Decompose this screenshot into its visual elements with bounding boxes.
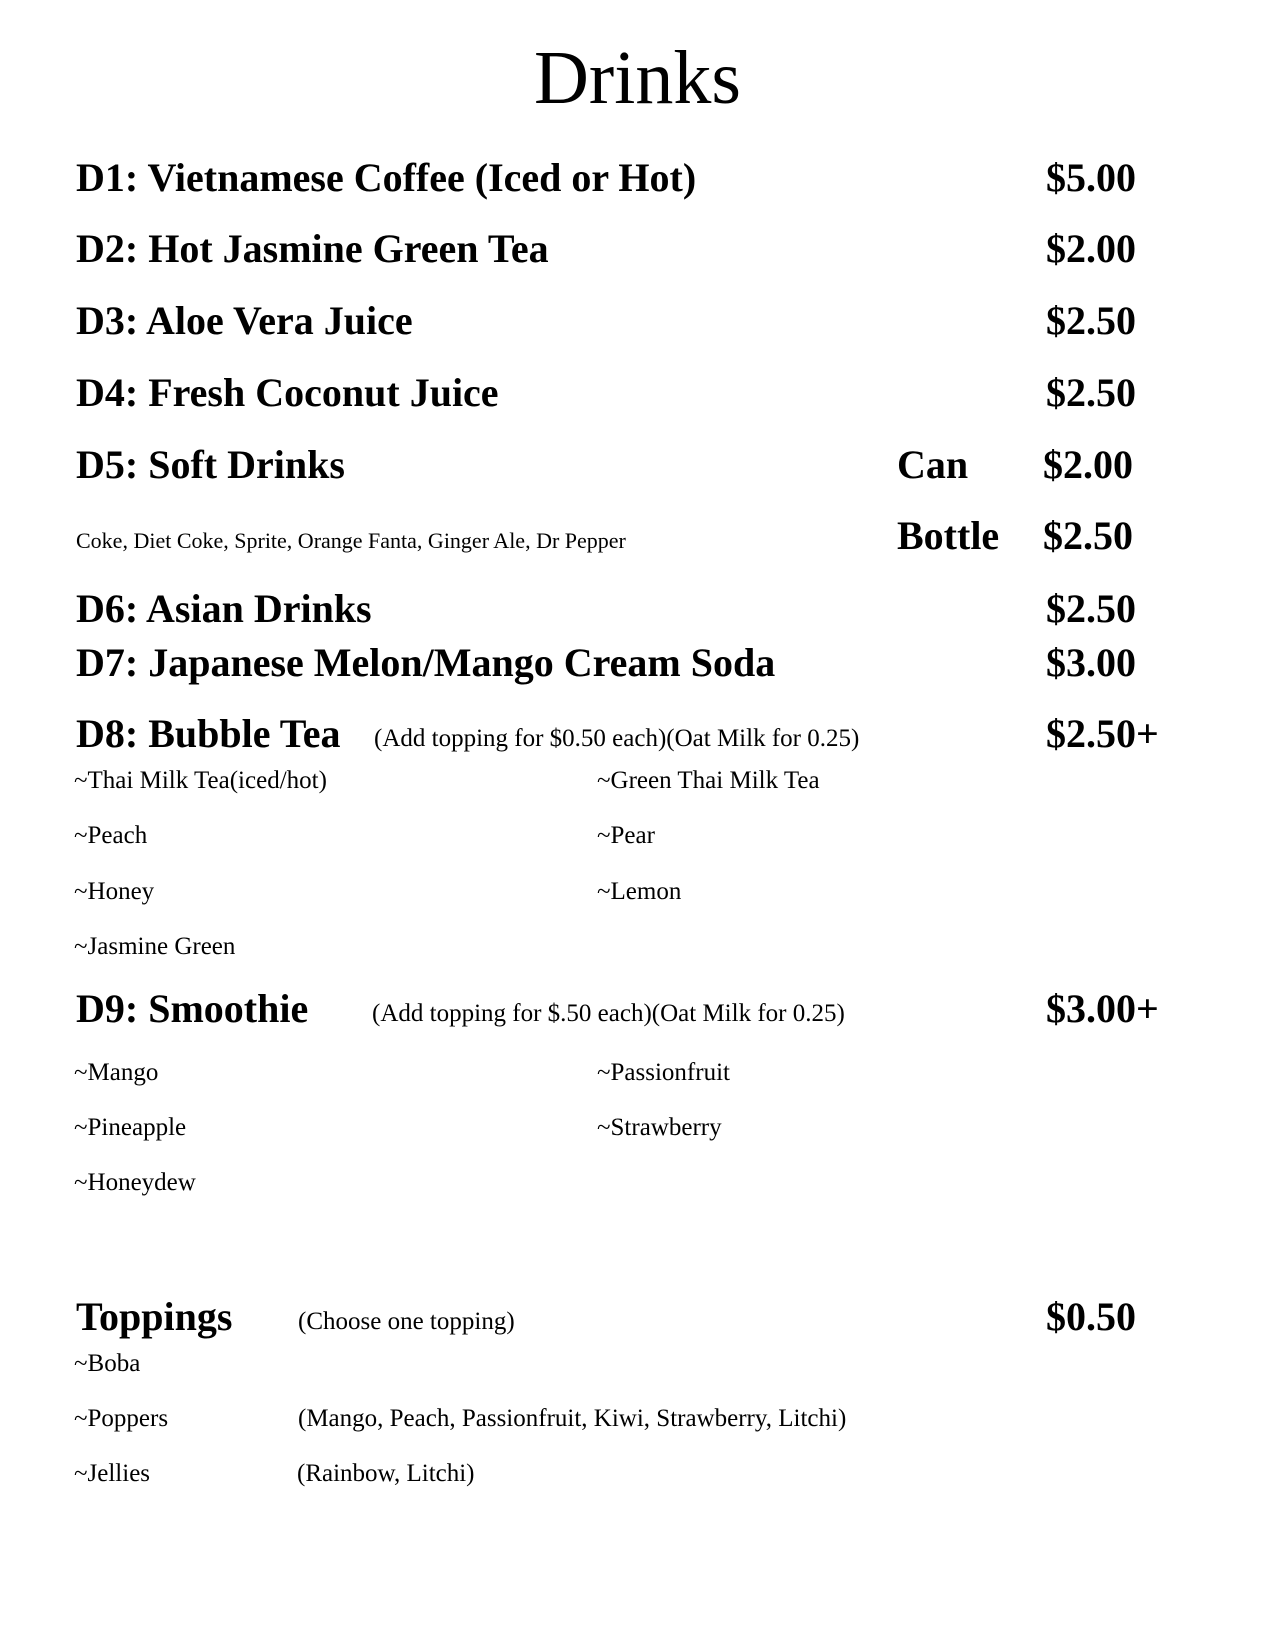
smoothie-flavor: ~Pineapple (74, 1114, 187, 1141)
item-price-d7: $3.00 (1046, 640, 1136, 685)
item-name-d4: D4: Fresh Coconut Juice (76, 370, 499, 415)
item-price-d6: $2.50 (1046, 586, 1136, 631)
smoothie-note: (Add topping for $.50 each)(Oat Milk for 0.25) (372, 1000, 845, 1027)
bubble-tea-flavor: ~Lemon (597, 878, 682, 905)
bubble-tea-flavor: ~Peach (74, 822, 148, 849)
item-name-d7: D7: Japanese Melon/Mango Cream Soda (76, 640, 776, 685)
smoothie-flavor: ~Mango (74, 1059, 159, 1086)
bubble-tea-flavor: ~Honey (74, 878, 155, 905)
size-price-bottle: $2.50 (1043, 513, 1133, 558)
item-name-d3: D3: Aloe Vera Juice (76, 298, 413, 343)
item-name-d2: D2: Hot Jasmine Green Tea (76, 226, 549, 271)
topping-option-detail: (Mango, Peach, Passionfruit, Kiwi, Strawberry, Litchi) (298, 1405, 847, 1432)
item-price-d8: $2.50+ (1046, 711, 1159, 756)
toppings-note: (Choose one topping) (298, 1308, 515, 1335)
bubble-tea-flavor: ~Green Thai Milk Tea (597, 767, 820, 794)
page-title: Drinks (534, 36, 741, 120)
item-price-d9: $3.00+ (1046, 986, 1159, 1031)
toppings-price: $0.50 (1046, 1294, 1136, 1339)
item-name-d9: D9: Smoothie (76, 986, 309, 1031)
item-price-d4: $2.50 (1046, 370, 1136, 415)
topping-option: ~Boba (74, 1350, 141, 1377)
item-name-d8: D8: Bubble Tea (76, 711, 341, 756)
size-price-can: $2.00 (1043, 442, 1133, 487)
bubble-tea-note: (Add topping for $0.50 each)(Oat Milk for 0.25) (374, 725, 860, 752)
size-label-bottle: Bottle (897, 513, 1000, 558)
smoothie-flavor: ~Strawberry (597, 1114, 722, 1141)
bubble-tea-flavor: ~Jasmine Green (74, 933, 236, 960)
soft-drinks-list: Coke, Diet Coke, Sprite, Orange Fanta, Ginger Ale, Dr Pepper (76, 528, 626, 553)
item-price-d3: $2.50 (1046, 298, 1136, 343)
topping-option-detail: (Rainbow, Litchi) (297, 1460, 475, 1487)
topping-option: ~Jellies (74, 1460, 151, 1487)
smoothie-flavor: ~Passionfruit (597, 1059, 730, 1086)
item-name-d1: D1: Vietnamese Coffee (Iced or Hot) (76, 155, 697, 200)
size-label-can: Can (897, 442, 969, 487)
bubble-tea-flavor: ~Thai Milk Tea(iced/hot) (74, 767, 327, 794)
item-price-d2: $2.00 (1046, 226, 1136, 271)
item-name-d5: D5: Soft Drinks (76, 442, 345, 487)
smoothie-flavor: ~Honeydew (74, 1169, 196, 1196)
bubble-tea-flavor: ~Pear (597, 822, 655, 849)
item-name-d6: D6: Asian Drinks (76, 586, 372, 631)
toppings-heading: Toppings (76, 1294, 233, 1339)
item-price-d1: $5.00 (1046, 155, 1136, 200)
topping-option: ~Poppers (74, 1405, 169, 1432)
